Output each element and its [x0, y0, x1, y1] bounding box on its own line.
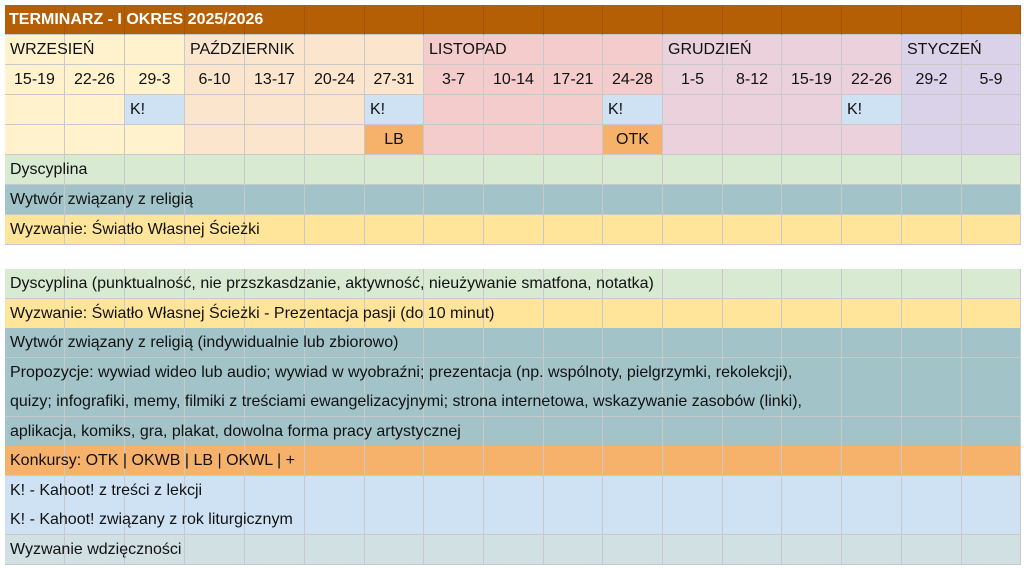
sheet-cell[interactable] [185, 535, 245, 565]
sheet-cell[interactable] [365, 535, 424, 565]
sheet-cell[interactable] [842, 505, 902, 535]
sheet-cell[interactable] [424, 446, 484, 476]
sheet-cell[interactable] [663, 299, 723, 329]
week-cell[interactable]: 22-26 [65, 65, 125, 95]
sheet-cell[interactable] [424, 215, 484, 245]
sheet-cell[interactable] [365, 185, 424, 215]
month-header-row [5, 35, 1021, 65]
sheet-cell[interactable] [723, 215, 782, 245]
sheet-cell[interactable] [842, 476, 902, 506]
sheet-cell[interactable] [603, 185, 663, 215]
empty-cell[interactable] [125, 125, 185, 155]
legend-row-label: Propozycje: wywiad wideo lub audio; wywiad w wyobraźni; prezentacja (np. wspólnoty, pielgrzymki, rekolekcji), [10, 363, 793, 381]
sheet-cell[interactable] [902, 358, 962, 388]
contest-marker[interactable]: LB [365, 125, 424, 155]
sheet-cell[interactable] [782, 476, 842, 506]
sheet-cell[interactable] [603, 215, 663, 245]
sheet-cell[interactable] [902, 446, 962, 476]
empty-cell[interactable] [663, 125, 723, 155]
legend-row-label: Dyscyplina (punktualność, nie przszkasdzanie, aktywność, nieużywanie smatfona, notatka) [10, 275, 654, 292]
sheet-cell[interactable] [125, 155, 185, 185]
legend-row [5, 446, 1021, 476]
sheet-cell[interactable] [962, 446, 1021, 476]
sheet-cell[interactable] [723, 155, 782, 185]
sheet-cell[interactable] [245, 185, 305, 215]
sheet-cell[interactable] [962, 476, 1021, 506]
sheet-cell[interactable] [782, 417, 842, 447]
sheet-cell[interactable] [365, 215, 424, 245]
sheet-cell[interactable] [663, 155, 723, 185]
sheet-cell[interactable] [723, 446, 782, 476]
sheet-cell[interactable] [603, 299, 663, 329]
sheet-cell[interactable] [484, 155, 544, 185]
sheet-cell[interactable] [305, 446, 365, 476]
sheet-cell[interactable] [902, 155, 962, 185]
legend-row [5, 269, 1021, 299]
empty-cell[interactable] [782, 125, 842, 155]
sheet-cell[interactable] [603, 155, 663, 185]
sheet-cell[interactable] [663, 535, 723, 565]
empty-cell[interactable] [5, 95, 65, 125]
sheet-cell[interactable] [663, 269, 723, 299]
month-cell[interactable] [603, 35, 663, 65]
kahoot-marker-row [5, 95, 1021, 125]
sheet-cell[interactable] [603, 328, 663, 358]
month-cell[interactable] [842, 35, 902, 65]
schedule-row-label: Dyscyplina [10, 161, 88, 178]
title-cell[interactable] [842, 5, 902, 35]
sheet-cell[interactable] [902, 269, 962, 299]
sheet-cell[interactable] [484, 185, 544, 215]
empty-cell[interactable] [782, 95, 842, 125]
week-cell[interactable]: 24-28 [603, 65, 663, 95]
sheet-cell[interactable] [782, 505, 842, 535]
week-cell[interactable]: 5-9 [962, 65, 1021, 95]
week-cell[interactable]: 15-19 [782, 65, 842, 95]
month-cell[interactable] [125, 35, 185, 65]
legend-row-label: K! - Kahoot! z treści z lekcji [10, 481, 203, 499]
empty-cell[interactable] [663, 95, 723, 125]
sheet-cell[interactable] [782, 155, 842, 185]
sheet-cell[interactable] [484, 328, 544, 358]
week-cell[interactable]: 20-24 [305, 65, 365, 95]
sheet-cell[interactable] [305, 215, 365, 245]
sheet-cell[interactable] [962, 269, 1021, 299]
sheet-cell[interactable] [245, 476, 305, 506]
sheet-cell[interactable] [663, 505, 723, 535]
schedule-row [5, 215, 1021, 245]
sheet-cell[interactable] [902, 328, 962, 358]
kahoot-marker[interactable]: K! [125, 95, 185, 125]
sheet-cell[interactable] [544, 417, 603, 447]
sheet-cell[interactable] [663, 215, 723, 245]
week-cell[interactable]: 8-12 [723, 65, 782, 95]
empty-cell[interactable] [185, 95, 245, 125]
week-cell[interactable]: 3-7 [424, 65, 484, 95]
empty-cell[interactable] [65, 95, 125, 125]
month-label: GRUDZIEŃ [668, 41, 752, 58]
sheet-cell[interactable] [782, 269, 842, 299]
sheet-cell[interactable] [782, 299, 842, 329]
empty-cell[interactable] [842, 125, 902, 155]
title-cell[interactable] [484, 5, 544, 35]
empty-cell[interactable] [5, 125, 65, 155]
sheet-cell[interactable] [305, 155, 365, 185]
legend-row [5, 535, 1021, 565]
sheet-cell[interactable] [424, 328, 484, 358]
month-cell[interactable] [365, 35, 424, 65]
kahoot-marker[interactable]: K! [603, 95, 663, 125]
title-row [5, 5, 1021, 35]
week-cell[interactable]: 13-17 [245, 65, 305, 95]
sheet-cell[interactable] [544, 185, 603, 215]
sheet-cell[interactable] [782, 185, 842, 215]
sheet-cell[interactable] [603, 417, 663, 447]
sheet-cell[interactable] [782, 446, 842, 476]
sheet-cell[interactable] [842, 535, 902, 565]
sheet-cell[interactable] [842, 417, 902, 447]
sheet-title: TERMINARZ - I OKRES 2025/2026 [9, 11, 264, 28]
sheet-cell[interactable] [663, 417, 723, 447]
sheet-cell[interactable] [365, 446, 424, 476]
sheet-cell[interactable] [902, 535, 962, 565]
sheet-cell[interactable] [305, 185, 365, 215]
sheet-cell[interactable] [962, 215, 1021, 245]
legend-row [5, 476, 1021, 506]
legend-row [5, 358, 1021, 388]
week-header-row [5, 65, 1021, 95]
empty-cell[interactable] [245, 125, 305, 155]
legend-row-label: quizy; infografiki, memy, filmiki z treściami ewangelizacyjnymi; strona internetowa, wskazywanie zasobów (linki), [10, 393, 802, 410]
title-cell[interactable] [424, 5, 484, 35]
week-cell[interactable]: 22-26 [842, 65, 902, 95]
sheet-cell[interactable] [484, 446, 544, 476]
sheet-cell[interactable] [962, 535, 1021, 565]
sheet-cell[interactable] [842, 299, 902, 329]
sheet-cell[interactable] [842, 358, 902, 388]
sheet-cell[interactable] [544, 505, 603, 535]
sheet-cell[interactable] [603, 505, 663, 535]
title-cell[interactable] [305, 5, 365, 35]
sheet-cell[interactable] [185, 185, 245, 215]
sheet-cell[interactable] [962, 155, 1021, 185]
week-cell[interactable]: 6-10 [185, 65, 245, 95]
sheet-cell[interactable] [962, 328, 1021, 358]
title-cell[interactable] [782, 5, 842, 35]
legend-row [5, 299, 1021, 329]
sheet-cell[interactable] [305, 535, 365, 565]
legend-row [5, 387, 1021, 417]
sheet-cell[interactable] [842, 269, 902, 299]
sheet-cell[interactable] [365, 155, 424, 185]
sheet-cell[interactable] [544, 299, 603, 329]
title-cell[interactable] [544, 5, 603, 35]
legend-row [5, 417, 1021, 447]
month-label: LISTOPAD [429, 41, 507, 58]
sheet-cell[interactable] [723, 535, 782, 565]
legend-row [5, 505, 1021, 535]
sheet-cell[interactable] [902, 417, 962, 447]
title-cell[interactable] [365, 5, 424, 35]
sheet-cell[interactable] [902, 505, 962, 535]
week-cell[interactable]: 27-31 [365, 65, 424, 95]
sheet-cell[interactable] [484, 417, 544, 447]
title-cell[interactable] [663, 5, 723, 35]
sheet-cell[interactable] [723, 417, 782, 447]
empty-cell[interactable] [245, 95, 305, 125]
sheet-cell[interactable] [842, 328, 902, 358]
sheet-cell[interactable] [424, 535, 484, 565]
week-cell[interactable]: 29-2 [902, 65, 962, 95]
schedule-row [5, 155, 1021, 185]
sheet-cell[interactable] [544, 215, 603, 245]
legend-row-label: Wytwór związany z religią (indywidualnie lub zbiorowo) [10, 334, 399, 351]
sheet-cell[interactable] [723, 185, 782, 215]
sheet-cell[interactable] [962, 358, 1021, 388]
sheet-cell[interactable] [365, 505, 424, 535]
kahoot-marker[interactable]: K! [365, 95, 424, 125]
sheet-cell[interactable] [305, 476, 365, 506]
sheet-cell[interactable] [305, 505, 365, 535]
empty-cell[interactable] [544, 125, 603, 155]
sheet-cell[interactable] [902, 215, 962, 245]
month-label: STYCZEŃ [907, 41, 982, 58]
sheet-cell[interactable] [663, 185, 723, 215]
sheet-cell[interactable] [782, 215, 842, 245]
empty-cell[interactable] [424, 125, 484, 155]
sheet-cell[interactable] [723, 476, 782, 506]
sheet-cell[interactable] [663, 328, 723, 358]
sheet-cell[interactable] [245, 155, 305, 185]
sheet-cell[interactable] [365, 476, 424, 506]
sheet-cell[interactable] [962, 387, 1021, 417]
empty-cell[interactable] [723, 125, 782, 155]
contest-marker-row [5, 125, 1021, 155]
contest-marker[interactable]: OTK [603, 125, 663, 155]
kahoot-marker[interactable]: K! [842, 95, 902, 125]
schedule-row-label: Wytwór związany z religią [10, 191, 194, 208]
schedule-row-label: Wyzwanie: Światło Własnej Ścieżki [10, 221, 260, 238]
sheet-cell[interactable] [185, 155, 245, 185]
sheet-cell[interactable] [603, 476, 663, 506]
sheet-cell[interactable] [484, 535, 544, 565]
sheet-cell[interactable] [902, 185, 962, 215]
title-cell[interactable] [962, 5, 1021, 35]
schedule-row [5, 185, 1021, 215]
title-cell[interactable] [902, 5, 962, 35]
empty-cell[interactable] [902, 125, 962, 155]
sheet-cell[interactable] [723, 505, 782, 535]
sheet-cell[interactable] [544, 535, 603, 565]
sheet-cell[interactable] [902, 387, 962, 417]
sheet-cell[interactable] [723, 269, 782, 299]
sheet-cell[interactable] [544, 446, 603, 476]
month-cell[interactable] [782, 35, 842, 65]
legend-row [5, 328, 1021, 358]
sheet-cell[interactable] [902, 299, 962, 329]
title-cell[interactable] [723, 5, 782, 35]
sheet-cell[interactable] [962, 505, 1021, 535]
legend-row-label: Wyzwanie wdzięczności [10, 540, 182, 558]
empty-cell[interactable] [305, 125, 365, 155]
sheet-cell[interactable] [782, 535, 842, 565]
month-cell[interactable] [305, 35, 365, 65]
week-cell[interactable]: 1-5 [663, 65, 723, 95]
week-cell[interactable]: 29-3 [125, 65, 185, 95]
sheet-cell[interactable] [663, 476, 723, 506]
title-cell[interactable] [603, 5, 663, 35]
sheet-cell[interactable] [484, 215, 544, 245]
sheet-cell[interactable] [842, 185, 902, 215]
empty-cell[interactable] [962, 125, 1021, 155]
sheet-cell[interactable] [484, 505, 544, 535]
sheet-cell[interactable] [424, 155, 484, 185]
sheet-cell[interactable] [603, 535, 663, 565]
sheet-cell[interactable] [842, 446, 902, 476]
sheet-cell[interactable] [962, 417, 1021, 447]
sheet-cell[interactable] [842, 155, 902, 185]
empty-cell[interactable] [902, 95, 962, 125]
sheet-cell[interactable] [962, 185, 1021, 215]
empty-cell[interactable] [424, 95, 484, 125]
sheet-cell[interactable] [842, 387, 902, 417]
empty-cell[interactable] [544, 95, 603, 125]
week-cell[interactable]: 10-14 [484, 65, 544, 95]
empty-cell[interactable] [305, 95, 365, 125]
sheet-cell[interactable] [782, 328, 842, 358]
sheet-cell[interactable] [484, 476, 544, 506]
legend-row-label: Wyzwanie: Światło Własnej Ścieżki - Prezentacja pasji (do 10 minut) [10, 304, 495, 322]
sheet-cell[interactable] [544, 476, 603, 506]
sheet-cell[interactable] [424, 185, 484, 215]
empty-cell[interactable] [484, 95, 544, 125]
sheet-cell[interactable] [842, 215, 902, 245]
sheet-cell[interactable] [962, 299, 1021, 329]
empty-cell[interactable] [962, 95, 1021, 125]
sheet-cell[interactable] [902, 476, 962, 506]
empty-cell[interactable] [185, 125, 245, 155]
empty-cell[interactable] [484, 125, 544, 155]
month-label: WRZESIEŃ [10, 41, 95, 58]
month-cell[interactable] [544, 35, 603, 65]
month-label: PAŹDZIERNIK [190, 41, 295, 58]
sheet-cell[interactable] [723, 328, 782, 358]
sheet-cell[interactable] [424, 505, 484, 535]
legend-row-label: aplikacja, komiks, gra, plakat, dowolna forma pracy artystycznej [10, 422, 461, 440]
empty-cell[interactable] [65, 125, 125, 155]
legend-row-label: Konkursy: OTK | OKWB | LB | OKWL | + [10, 452, 295, 469]
sheet-cell[interactable] [424, 476, 484, 506]
legend-row-label: K! - Kahoot! związany z rok liturgicznym [10, 511, 293, 528]
sheet-cell[interactable] [544, 328, 603, 358]
empty-cell[interactable] [723, 95, 782, 125]
week-cell[interactable]: 15-19 [5, 65, 65, 95]
sheet-cell[interactable] [544, 155, 603, 185]
spacer [5, 245, 1021, 269]
sheet-cell[interactable] [663, 446, 723, 476]
sheet-cell[interactable] [723, 299, 782, 329]
sheet-cell[interactable] [245, 535, 305, 565]
sheet-cell[interactable] [603, 446, 663, 476]
week-cell[interactable]: 17-21 [544, 65, 603, 95]
